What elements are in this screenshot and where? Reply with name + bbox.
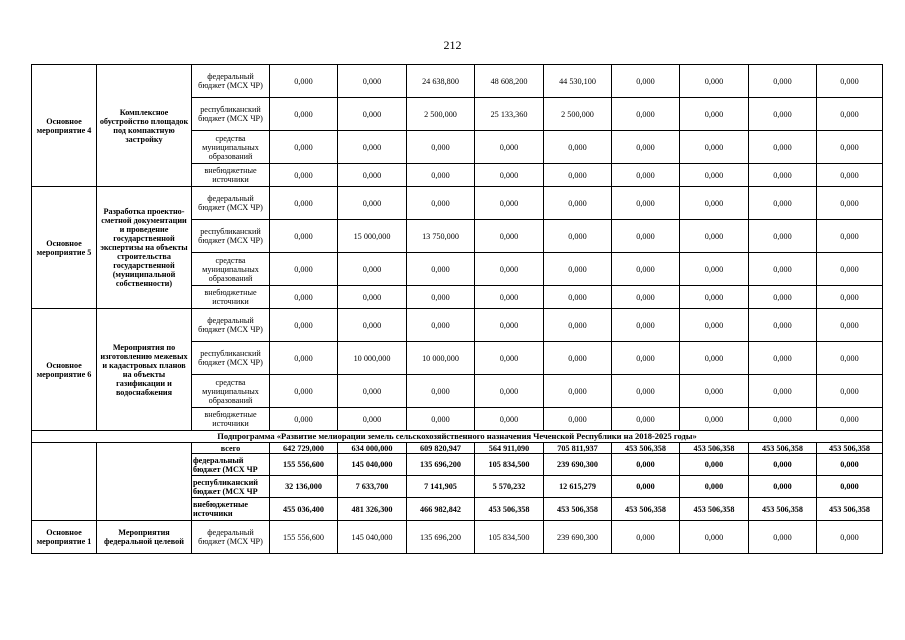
total-label-cell: всего	[192, 443, 270, 454]
value-cell: 155 556,600	[270, 521, 338, 554]
value-cell: 0,000	[612, 521, 680, 554]
total-label-cell: внебюджетные источники	[192, 498, 270, 521]
table-row	[32, 309, 883, 342]
value-cell: 0,000	[270, 164, 338, 187]
value-cell: 0,000	[612, 220, 680, 253]
value-cell: 2 500,000	[407, 98, 475, 131]
value-cell: 0,000	[749, 309, 817, 342]
total-value-cell: 481 326,300	[338, 498, 407, 521]
total-value-cell: 634 000,000	[338, 443, 407, 454]
value-cell: 0,000	[680, 187, 749, 220]
funding-source-cell: внебюджетные источники	[192, 408, 270, 431]
measure-title-cell: Мероприятия федеральной целевой	[97, 521, 192, 554]
total-row	[32, 443, 883, 454]
value-cell: 0,000	[544, 375, 612, 408]
value-cell: 0,000	[749, 253, 817, 286]
total-value-cell: 0,000	[680, 454, 749, 476]
value-cell: 15 000,000	[338, 220, 407, 253]
total-value-cell: 453 506,358	[475, 498, 544, 521]
funding-source-cell: федеральный бюджет (МСХ ЧР)	[192, 65, 270, 98]
measure-title-cell: Разработка проектно-сметной документации и проведение государственной экспертизы на объекты строительства государственной (муниципальной собственности)	[97, 187, 192, 309]
value-cell: 0,000	[749, 521, 817, 554]
value-cell: 0,000	[749, 187, 817, 220]
value-cell: 0,000	[270, 408, 338, 431]
value-cell: 0,000	[475, 220, 544, 253]
budget-table	[31, 64, 883, 554]
value-cell: 2 500,000	[544, 98, 612, 131]
page-number: 212	[443, 38, 462, 52]
value-cell: 0,000	[817, 521, 883, 554]
funding-source-cell: федеральный бюджет (МСХ ЧР)	[192, 309, 270, 342]
value-cell: 0,000	[749, 286, 817, 309]
table-body	[32, 65, 883, 554]
value-cell: 239 690,300	[544, 521, 612, 554]
total-value-cell: 453 506,358	[817, 443, 883, 454]
total-value-cell: 564 911,090	[475, 443, 544, 454]
value-cell: 0,000	[612, 65, 680, 98]
value-cell: 0,000	[544, 309, 612, 342]
value-cell: 0,000	[475, 286, 544, 309]
value-cell: 10 000,000	[407, 342, 475, 375]
table-row	[32, 521, 883, 554]
value-cell: 13 750,000	[407, 220, 475, 253]
value-cell: 25 133,360	[475, 98, 544, 131]
value-cell: 0,000	[680, 220, 749, 253]
value-cell: 0,000	[817, 131, 883, 164]
value-cell: 0,000	[612, 286, 680, 309]
value-cell: 0,000	[612, 131, 680, 164]
value-cell: 0,000	[680, 98, 749, 131]
value-cell: 0,000	[270, 220, 338, 253]
total-value-cell: 0,000	[817, 454, 883, 476]
value-cell: 0,000	[680, 286, 749, 309]
value-cell: 44 530,100	[544, 65, 612, 98]
total-value-cell: 453 506,358	[544, 498, 612, 521]
value-cell: 0,000	[680, 164, 749, 187]
total-value-cell: 453 506,358	[749, 443, 817, 454]
value-cell: 0,000	[544, 220, 612, 253]
value-cell: 0,000	[680, 131, 749, 164]
value-cell: 0,000	[407, 253, 475, 286]
value-cell: 0,000	[817, 408, 883, 431]
value-cell: 135 696,200	[407, 521, 475, 554]
value-cell: 0,000	[817, 98, 883, 131]
value-cell: 0,000	[544, 408, 612, 431]
total-value-cell: 453 506,358	[749, 498, 817, 521]
funding-source-cell: средства муниципальных образований	[192, 131, 270, 164]
value-cell: 0,000	[817, 286, 883, 309]
value-cell: 0,000	[612, 408, 680, 431]
value-cell: 0,000	[270, 286, 338, 309]
value-cell: 0,000	[817, 309, 883, 342]
total-value-cell: 453 506,358	[817, 498, 883, 521]
value-cell: 24 638,800	[407, 65, 475, 98]
table-row	[32, 65, 883, 98]
value-cell: 0,000	[680, 521, 749, 554]
value-cell: 0,000	[407, 131, 475, 164]
value-cell: 0,000	[338, 187, 407, 220]
value-cell: 0,000	[680, 342, 749, 375]
value-cell: 0,000	[612, 342, 680, 375]
value-cell: 0,000	[749, 408, 817, 431]
total-value-cell: 7 141,905	[407, 476, 475, 498]
total-value-cell: 466 982,842	[407, 498, 475, 521]
value-cell: 0,000	[749, 342, 817, 375]
total-value-cell: 12 615,279	[544, 476, 612, 498]
value-cell: 0,000	[407, 408, 475, 431]
value-cell: 0,000	[817, 220, 883, 253]
total-value-cell: 0,000	[749, 454, 817, 476]
value-cell: 0,000	[270, 98, 338, 131]
total-value-cell: 7 633,700	[338, 476, 407, 498]
measure-cell: Основное мероприятие 1	[32, 521, 97, 554]
total-value-cell: 453 506,358	[680, 443, 749, 454]
value-cell: 0,000	[475, 253, 544, 286]
funding-source-cell: республиканский бюджет (МСХ ЧР)	[192, 220, 270, 253]
value-cell: 0,000	[270, 65, 338, 98]
value-cell: 0,000	[475, 375, 544, 408]
value-cell: 0,000	[475, 131, 544, 164]
funding-source-cell: республиканский бюджет (МСХ ЧР)	[192, 342, 270, 375]
funding-source-cell: внебюджетные источники	[192, 286, 270, 309]
measure-cell: Основное мероприятие 4	[32, 65, 97, 187]
value-cell: 0,000	[817, 164, 883, 187]
value-cell: 0,000	[544, 286, 612, 309]
total-value-cell: 0,000	[612, 476, 680, 498]
value-cell: 0,000	[680, 253, 749, 286]
funding-source-cell: средства муниципальных образований	[192, 253, 270, 286]
total-value-cell: 0,000	[749, 476, 817, 498]
value-cell: 0,000	[475, 187, 544, 220]
value-cell: 0,000	[407, 187, 475, 220]
value-cell: 0,000	[749, 65, 817, 98]
value-cell: 0,000	[680, 375, 749, 408]
value-cell: 0,000	[749, 164, 817, 187]
value-cell: 0,000	[475, 408, 544, 431]
total-label-cell: республиканский бюджет (МСХ ЧР	[192, 476, 270, 498]
value-cell: 145 040,000	[338, 521, 407, 554]
value-cell: 0,000	[270, 131, 338, 164]
value-cell: 0,000	[270, 253, 338, 286]
value-cell: 0,000	[680, 309, 749, 342]
value-cell: 48 608,200	[475, 65, 544, 98]
value-cell: 0,000	[749, 131, 817, 164]
measure-title-cell: Мероприятия по изготовлению межевых и кадастровых планов на объекты газификации и водоснабжения	[97, 309, 192, 431]
value-cell: 105 834,500	[475, 521, 544, 554]
total-value-cell: 105 834,500	[475, 454, 544, 476]
value-cell: 0,000	[475, 309, 544, 342]
total-value-cell: 135 696,200	[407, 454, 475, 476]
value-cell: 0,000	[612, 253, 680, 286]
value-cell: 0,000	[612, 164, 680, 187]
value-cell: 0,000	[817, 65, 883, 98]
value-cell: 0,000	[270, 342, 338, 375]
value-cell: 0,000	[749, 375, 817, 408]
total-value-cell: 0,000	[817, 476, 883, 498]
total-value-cell: 609 820,947	[407, 443, 475, 454]
value-cell: 0,000	[612, 309, 680, 342]
empty-cell	[32, 443, 97, 521]
value-cell: 0,000	[270, 375, 338, 408]
total-value-cell: 0,000	[612, 454, 680, 476]
value-cell: 0,000	[270, 309, 338, 342]
value-cell: 0,000	[338, 131, 407, 164]
value-cell: 10 000,000	[338, 342, 407, 375]
value-cell: 0,000	[544, 187, 612, 220]
value-cell: 0,000	[407, 375, 475, 408]
funding-source-cell: республиканский бюджет (МСХ ЧР)	[192, 98, 270, 131]
total-value-cell: 0,000	[680, 476, 749, 498]
value-cell: 0,000	[612, 187, 680, 220]
total-value-cell: 453 506,358	[612, 443, 680, 454]
total-value-cell: 155 556,600	[270, 454, 338, 476]
value-cell: 0,000	[338, 253, 407, 286]
value-cell: 0,000	[338, 286, 407, 309]
funding-source-cell: внебюджетные источники	[192, 164, 270, 187]
funding-source-cell: средства муниципальных образований	[192, 375, 270, 408]
total-label-cell: федеральный бюджет (МСХ ЧР	[192, 454, 270, 476]
measure-cell: Основное мероприятие 5	[32, 187, 97, 309]
value-cell: 0,000	[338, 98, 407, 131]
value-cell: 0,000	[817, 342, 883, 375]
value-cell: 0,000	[612, 375, 680, 408]
total-value-cell: 453 506,358	[680, 498, 749, 521]
total-value-cell: 455 036,400	[270, 498, 338, 521]
value-cell: 0,000	[338, 309, 407, 342]
value-cell: 0,000	[338, 65, 407, 98]
total-value-cell: 239 690,300	[544, 454, 612, 476]
value-cell: 0,000	[544, 253, 612, 286]
value-cell: 0,000	[270, 187, 338, 220]
value-cell: 0,000	[817, 375, 883, 408]
value-cell: 0,000	[338, 375, 407, 408]
total-value-cell: 145 040,000	[338, 454, 407, 476]
value-cell: 0,000	[680, 65, 749, 98]
value-cell: 0,000	[407, 286, 475, 309]
total-value-cell: 32 136,000	[270, 476, 338, 498]
value-cell: 0,000	[749, 220, 817, 253]
funding-source-cell: федеральный бюджет (МСХ ЧР)	[192, 521, 270, 554]
value-cell: 0,000	[749, 98, 817, 131]
subprogram-title: Подпрограмма «Развитие мелиорации земель сельскохозяйственного назначения Чеченской Республики на 2018-2025 годы»	[32, 431, 883, 443]
value-cell: 0,000	[544, 131, 612, 164]
value-cell: 0,000	[407, 309, 475, 342]
table-row	[32, 187, 883, 220]
measure-title-cell: Комплексное обустройство площадок под компактную застройку	[97, 65, 192, 187]
value-cell: 0,000	[817, 187, 883, 220]
total-value-cell: 453 506,358	[612, 498, 680, 521]
measure-cell: Основное мероприятие 6	[32, 309, 97, 431]
empty-cell	[97, 443, 192, 521]
total-value-cell: 5 570,232	[475, 476, 544, 498]
value-cell: 0,000	[612, 98, 680, 131]
value-cell: 0,000	[407, 164, 475, 187]
total-value-cell: 705 811,937	[544, 443, 612, 454]
total-value-cell: 642 729,000	[270, 443, 338, 454]
value-cell: 0,000	[475, 164, 544, 187]
subprogram-row	[32, 431, 883, 443]
value-cell: 0,000	[475, 342, 544, 375]
value-cell: 0,000	[544, 164, 612, 187]
value-cell: 0,000	[338, 408, 407, 431]
funding-source-cell: федеральный бюджет (МСХ ЧР)	[192, 187, 270, 220]
value-cell: 0,000	[680, 408, 749, 431]
value-cell: 0,000	[338, 164, 407, 187]
value-cell: 0,000	[817, 253, 883, 286]
value-cell: 0,000	[544, 342, 612, 375]
